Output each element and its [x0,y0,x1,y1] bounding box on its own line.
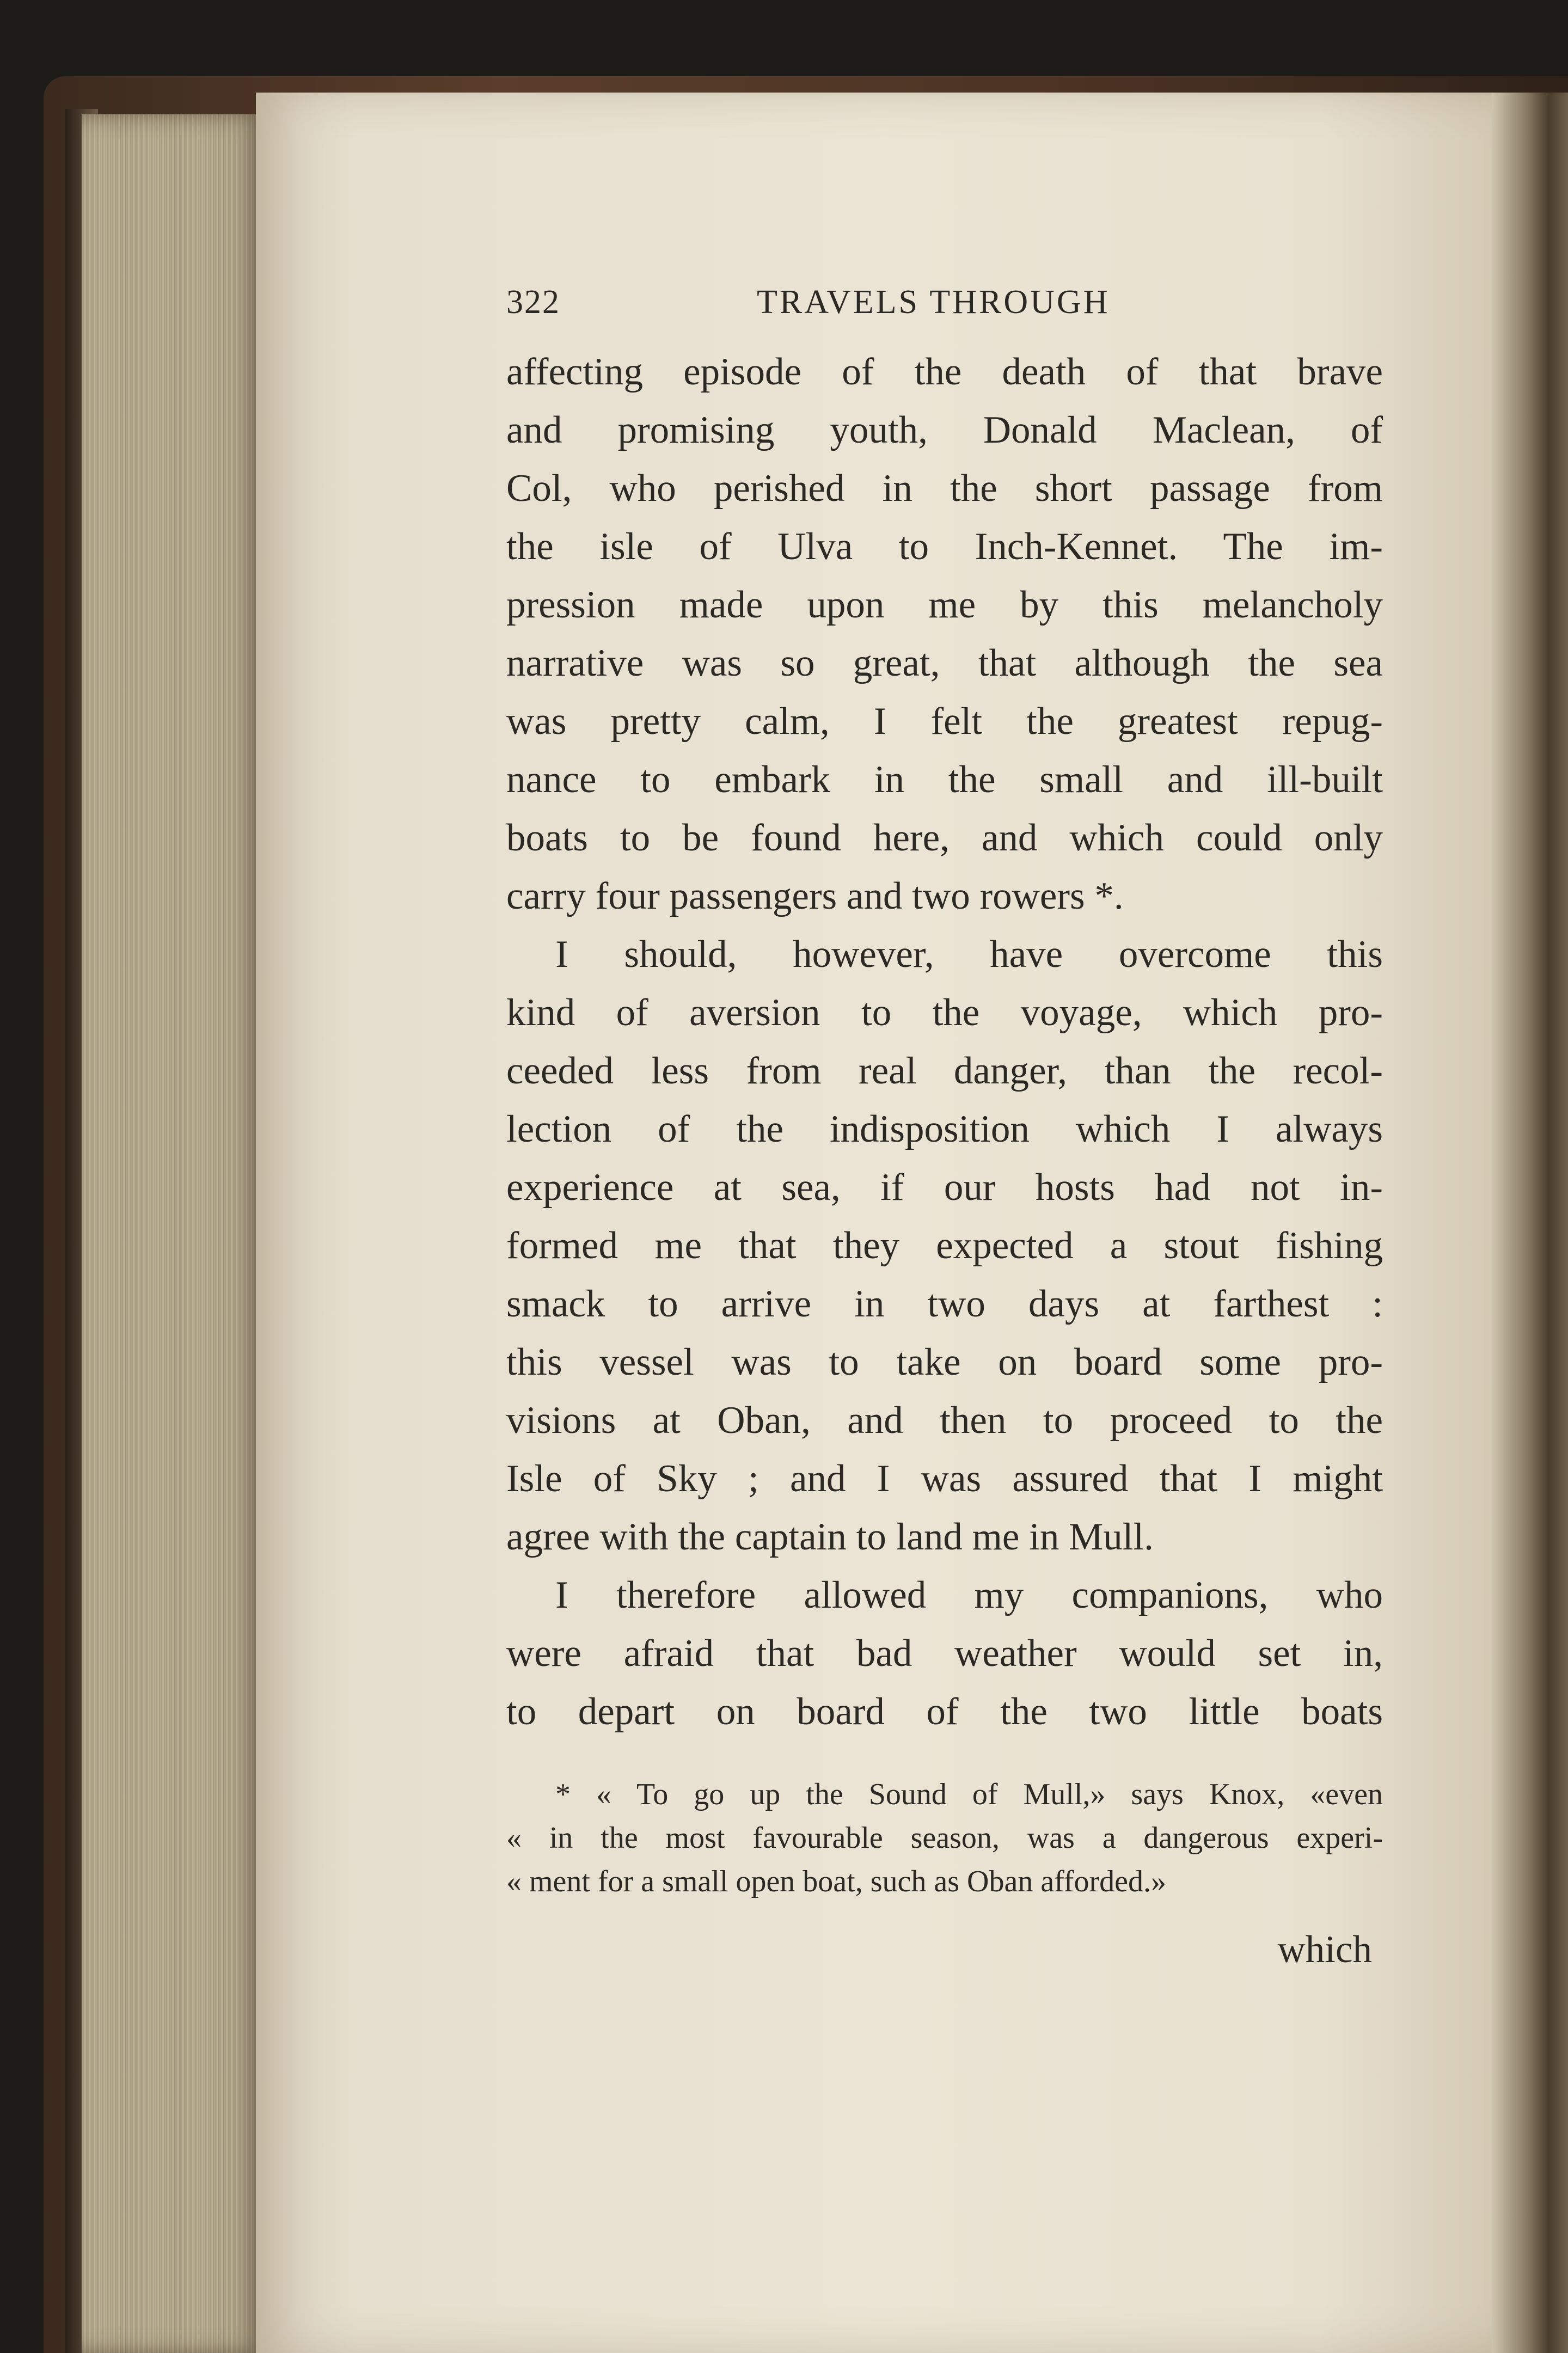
text-line: smack to arrive in two days at farthest : [506,1283,1383,1325]
text-line: Col, who perished in the short passage from [506,467,1383,510]
text-line: this vessel was to take on board some pro- [506,1341,1383,1383]
footnote [506,1773,1383,1903]
text-line: I should, however, have overcome this [555,933,1383,976]
text-line: carry four passengers and two rowers *. [506,875,1124,917]
text-line: kind of aversion to the voyage, which pro- [506,991,1383,1034]
text-line: to depart on board of the two little boats [506,1690,1383,1733]
text-line: I therefore allowed my companions, who [555,1574,1383,1616]
footnote-line: « in the most favourable season, was a dangerous experi- [506,1821,1383,1855]
text-line: agree with the captain to land me in Mull. [506,1516,1154,1558]
page-text [506,283,1383,1972]
page-number: 322 [506,284,560,321]
text-line: pression made upon me by this melancholy [506,584,1383,626]
text-line: boats to be found here, and which could only [506,817,1383,859]
text-line: the isle of Ulva to Inch-Kennet. The im- [506,525,1383,568]
body-text [506,343,1383,1741]
footnote-line: * « To go up the Sound of Mull,» says Knox, «even [555,1778,1383,1811]
text-line: and promising youth, Donald Maclean, of [506,409,1383,451]
text-line: experience at sea, if our hosts had not in- [506,1166,1383,1209]
text-line: ceeded less from real danger, than the recol- [506,1050,1383,1092]
text-line: were afraid that bad weather would set in, [506,1632,1383,1675]
page-edges [82,114,267,2353]
catchword: which [1277,1928,1372,1971]
text-line: narrative was so great, that although the sea [506,642,1383,684]
running-header [506,283,1383,343]
text-line: was pretty calm, I felt the greatest repug- [506,700,1383,743]
text-line: lection of the indisposition which I always [506,1108,1383,1150]
running-title: TRAVELS THROUGH [757,284,1110,321]
text-line: affecting episode of the death of that brave [506,351,1383,393]
text-line: Isle of Sky ; and I was assured that I might [506,1457,1383,1500]
text-line: formed me that they expected a stout fishing [506,1224,1383,1267]
text-line: nance to embark in the small and ill-built [506,758,1383,801]
footnote-line: « ment for a small open boat, such as Oban afforded.» [506,1865,1166,1898]
page-gutter [1492,93,1568,2353]
text-line: visions at Oban, and then to proceed to the [506,1399,1383,1442]
